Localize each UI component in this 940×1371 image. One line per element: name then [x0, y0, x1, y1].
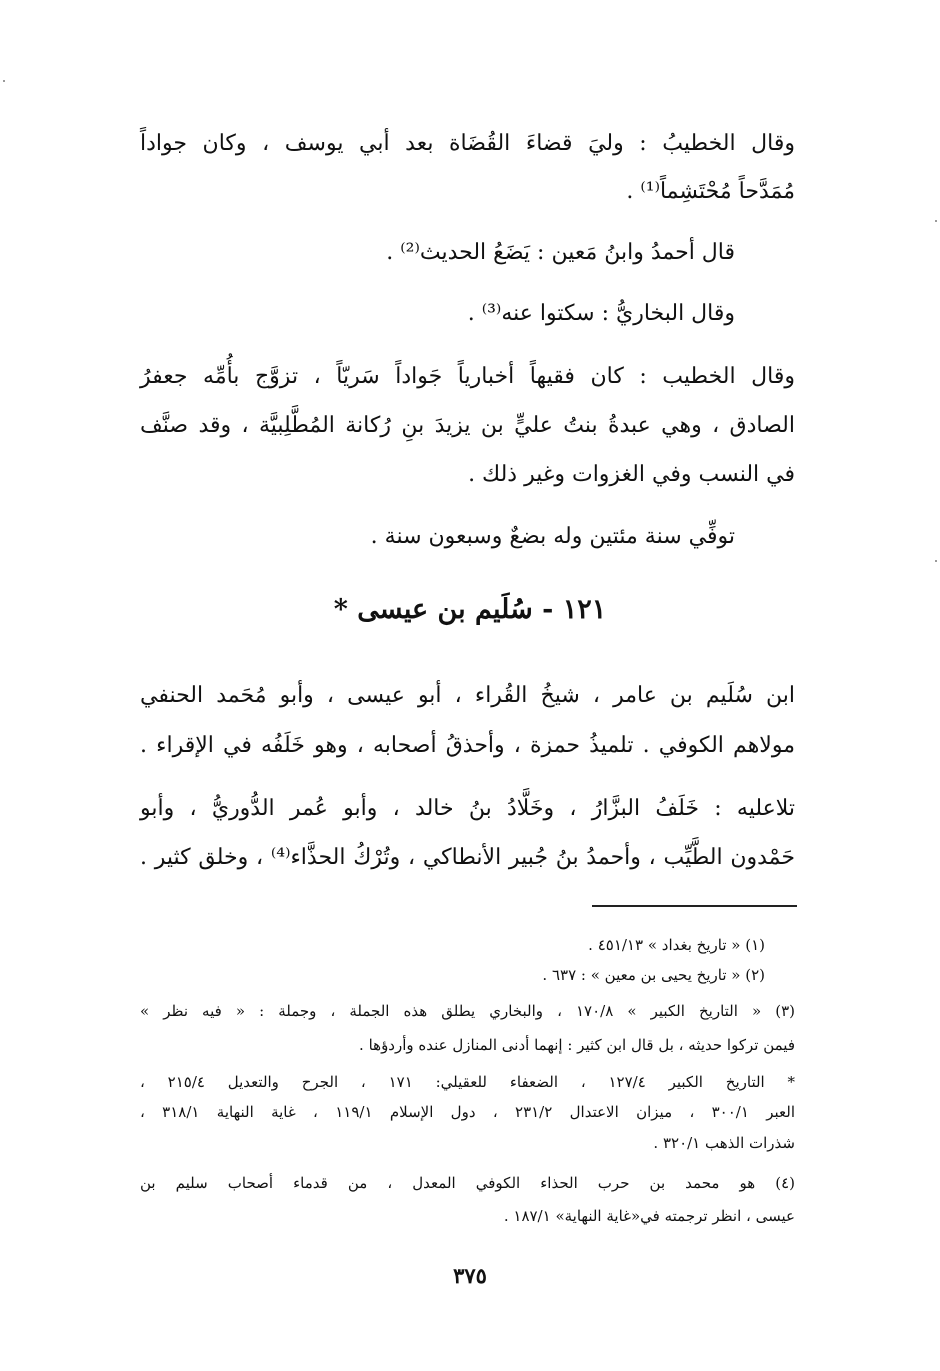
- footnote-line: (٢) « تاريخ يحيى بن معين » : ٦٣٧ .: [542, 966, 765, 984]
- footnote-line: (١) « تاريخ بغداد » ٤٥١/١٣ .: [588, 936, 765, 954]
- body-text-line: مولاهم الكوفي . تلميذُ حمزة ، وأحذقُ أصحابه ، وهو خَلَفُه في الإقراء .: [140, 733, 795, 758]
- body-text-line: في النسب وفي الغزوات وغير ذلك .: [468, 462, 795, 487]
- footnote-line: العبر ٣٠٠/١ ، ميزان الاعتدال ٢٣١/٢ ، دول الإسلام ١١٩/١ ، غاية النهاية ٣١٨/١ ،: [140, 1103, 796, 1121]
- footnote-line: * التاريخ الكبير ١٢٧/٤ ، الضعفاء للعقيلي: ١٧١ ، الجرح والتعديل ٢١٥/٤ ،: [140, 1073, 796, 1091]
- footnote-line: (٤) هو محمد بن حرب الحذاء الكوفي المعدل ، من قدماء أصحاب سليم بن: [140, 1174, 795, 1192]
- footnote-separator: [592, 905, 797, 907]
- entry-heading: ١٢١ - سُلَيم بن عيسى *: [333, 594, 607, 625]
- body-text-line: تلاعليه : خَلَفُ البزَّارُ ، وخَلَّادُ بنُ خالد ، وأبو عُمر الدُّوريُّ ، وأبو: [140, 796, 795, 821]
- body-text-line: ابن سُلَيم بن عامر ، شيخُ القُراء ، أبو عيسى ، وأبو مُحَمد الحنفي: [140, 683, 795, 708]
- footnote-line: فيمن تركوا حديثه ، بل قال ابن كثير : إنهما أدنى المنازل عنده وأردؤها .: [359, 1036, 795, 1054]
- body-text-line: مُمَدَّحاً مُحْتَشِماً⁽¹⁾ .: [626, 179, 795, 204]
- body-text-line: وقال البخاريُّ : سكتوا عنه⁽³⁾ .: [467, 301, 735, 326]
- body-text-line: وقال الخطيبُ : وليَ قضاءَ القُضَاة بعد أبي يوسف ، وكان جواداً: [140, 131, 795, 156]
- footnote-line: شذرات الذهب ٣٢٠/١ .: [653, 1134, 795, 1152]
- body-text-line: حَمْدون الطَّيِّب ، وأحمدُ بنُ جُبير الأنطاكي ، وتُرْكُ الحذَّاء⁽⁴⁾ ، وخلق كثير .: [140, 845, 795, 870]
- body-text-line: قال أحمدُ وابنُ مَعين : يَضَعُ الحديث⁽²⁾ .: [386, 240, 735, 265]
- scan-speck: [935, 220, 937, 222]
- footnote-line: (٣) « التاريخ الكبير » ١٧٠/٨ ، والبخاري يطلق هذه الجملة ، وجملة : « فيه نظر »: [140, 1002, 795, 1020]
- body-text-line: الصادق ، وهي عبدةُ بنتُ عليٍّ بن يزيدَ بنِ رُكانة المُطَّلِبيَّة ، وقد صنَّف: [140, 413, 795, 438]
- page-number: ٣٧٥: [453, 1263, 487, 1288]
- body-text-line: توفِّي سنة مئتين وله بضعٌ وسبعون سنة .: [370, 524, 735, 549]
- scan-speck: [3, 80, 5, 82]
- body-text-line: وقال الخطيب : كان فقيهاً أخبارياً جَواداً سَريّاً ، تزوَّج بأُمِّه جعفرُ: [140, 364, 795, 389]
- footnote-line: عيسى ، انظر ترجمته في«غاية النهاية» ١٨٧/١ .: [503, 1207, 795, 1225]
- scan-speck: [935, 560, 937, 562]
